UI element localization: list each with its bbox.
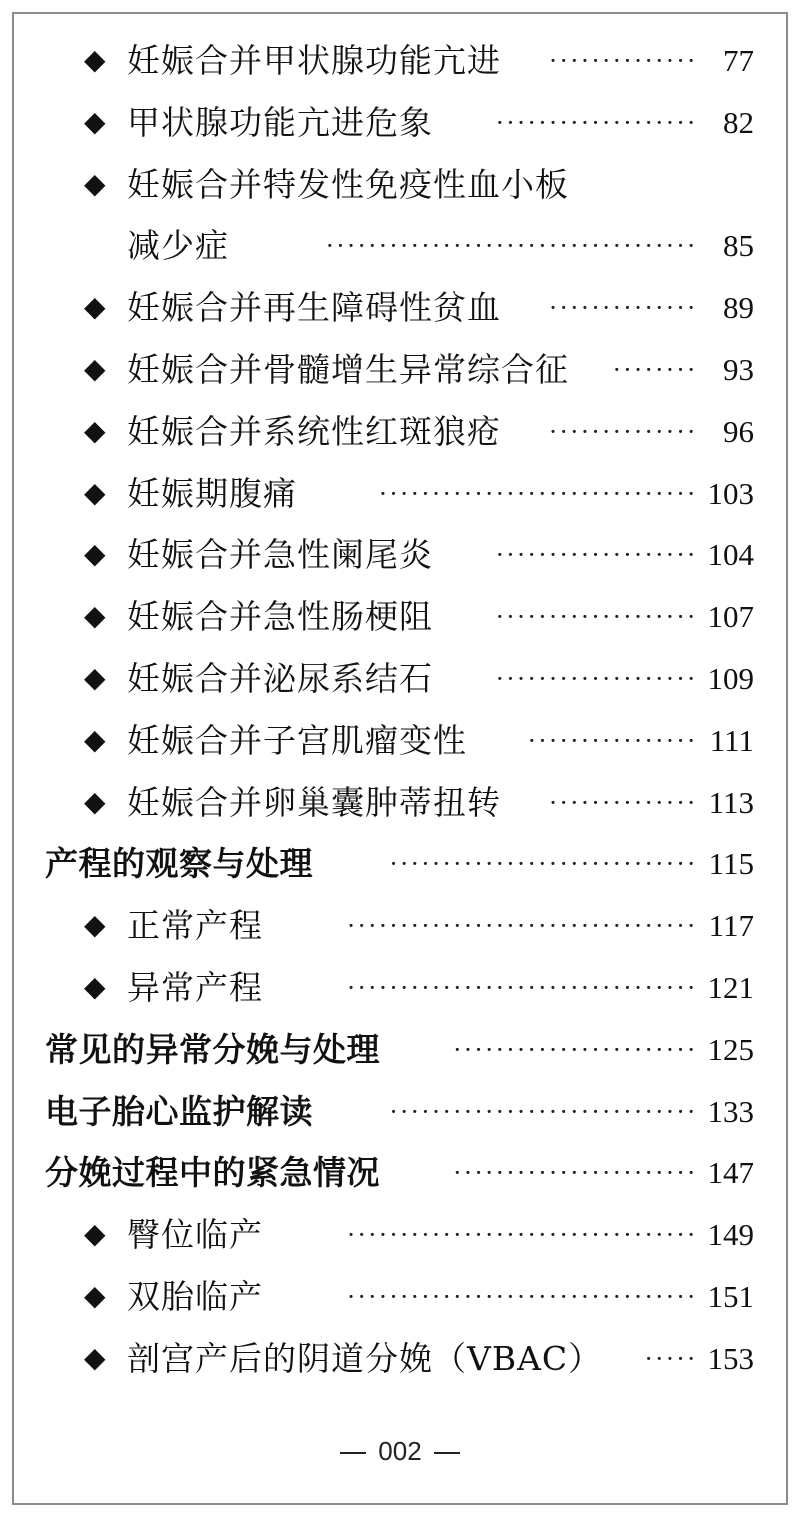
toc-section-title: 甲状腺功能亢进危象: [127, 102, 433, 142]
toc-section-title: 剖宫产后的阴道分娩（VBAC）: [127, 1338, 603, 1378]
toc-section-title: 妊娠合并骨髓增生异常综合征: [127, 349, 569, 389]
toc-page-number: 149: [707, 1217, 754, 1253]
toc-page-number: 93: [723, 351, 754, 387]
toc-row[interactable]: [0, 1266, 800, 1328]
toc-row[interactable]: [0, 30, 800, 92]
toc-dot-leader: ·····: [644, 1344, 698, 1373]
toc-section-title: 妊娠期腹痛: [127, 473, 297, 513]
toc-row[interactable]: [0, 215, 800, 277]
toc-section-title: 妊娠合并甲状腺功能亢进: [127, 41, 501, 80]
diamond-bullet-icon: ◆: [84, 660, 106, 694]
toc-row[interactable]: [0, 1081, 800, 1143]
diamond-bullet-icon: ◆: [84, 537, 106, 571]
toc-section-title: 妊娠合并系统性红斑狼疮: [127, 411, 501, 451]
toc-dot-leader: ······························: [379, 479, 698, 508]
toc-dot-leader: ···················: [496, 603, 698, 632]
toc-page-number: 115: [708, 846, 754, 882]
toc-section-title: 异常产程: [127, 967, 263, 1007]
table-of-contents: [0, 30, 800, 1390]
toc-page-number: 151: [707, 1278, 754, 1314]
toc-section-title: 妊娠合并再生障碍性贫血: [127, 288, 501, 328]
toc-chapter-title: 产程的观察与处理: [45, 844, 313, 884]
diamond-bullet-icon: ◆: [84, 722, 106, 756]
toc-page-number: 107: [707, 599, 754, 635]
toc-row[interactable]: [0, 710, 800, 772]
toc-chapter-title: 电子胎心监护解读: [45, 1091, 313, 1131]
toc-dot-leader: ··············: [549, 294, 698, 323]
toc-section-title: 妊娠合并泌尿系结石: [127, 658, 433, 698]
toc-row[interactable]: [0, 648, 800, 710]
toc-section-title: 减少症: [127, 226, 229, 266]
toc-row[interactable]: [0, 1019, 800, 1081]
toc-row[interactable]: [0, 772, 800, 834]
page-footer: [0, 1436, 800, 1466]
toc-page-number: 113: [708, 784, 754, 820]
diamond-bullet-icon: ◆: [84, 1340, 106, 1374]
toc-row[interactable]: [0, 92, 800, 154]
toc-section-title: 妊娠合并特发性免疫性血小板: [127, 164, 569, 204]
toc-chapter-title: 常见的异常分娩与处理: [45, 1029, 380, 1069]
toc-page-number: 111: [709, 722, 754, 758]
diamond-bullet-icon: ◆: [84, 969, 106, 1003]
toc-row[interactable]: [0, 524, 800, 586]
toc-row[interactable]: [0, 957, 800, 1019]
diamond-bullet-icon: ◆: [84, 908, 106, 942]
diamond-bullet-icon: ◆: [84, 351, 106, 385]
toc-dot-leader: ·····························: [389, 1097, 698, 1126]
diamond-bullet-icon: ◆: [84, 290, 106, 324]
diamond-bullet-icon: ◆: [84, 1278, 106, 1312]
toc-page-number: 82: [723, 104, 754, 140]
toc-row[interactable]: [0, 895, 800, 957]
toc-page-number: 117: [708, 908, 754, 944]
toc-dot-leader: ·································: [347, 1282, 698, 1311]
toc-dot-leader: ···················: [496, 541, 698, 570]
toc-page-number: 89: [723, 290, 754, 326]
diamond-bullet-icon: ◆: [84, 413, 106, 447]
toc-page-number: 147: [707, 1155, 754, 1191]
footer-dash-right: [434, 1452, 460, 1454]
toc-page-number: 133: [707, 1093, 754, 1129]
toc-dot-leader: ···································: [325, 232, 698, 261]
toc-page-number: 109: [707, 660, 754, 696]
toc-dot-leader: ········: [612, 355, 698, 384]
toc-page-number: 125: [707, 1031, 754, 1067]
toc-page-number: 77: [723, 43, 754, 78]
toc-dot-leader: ·································: [347, 912, 698, 941]
toc-section-title: 双胎临产: [127, 1276, 263, 1316]
diamond-bullet-icon: ◆: [84, 166, 106, 200]
diamond-bullet-icon: ◆: [84, 599, 106, 633]
toc-row[interactable]: [0, 277, 800, 339]
toc-dot-leader: ··············: [549, 417, 698, 446]
toc-dot-leader: ·····························: [389, 850, 698, 879]
toc-dot-leader: ···················: [496, 108, 698, 137]
toc-row[interactable]: [0, 401, 800, 463]
toc-chapter-title: 分娩过程中的紧急情况: [45, 1153, 380, 1193]
toc-row[interactable]: [0, 1204, 800, 1266]
toc-page-number: 96: [723, 413, 754, 449]
toc-page-number: 104: [707, 537, 754, 573]
toc-section-title: 妊娠合并急性阑尾炎: [127, 535, 433, 575]
diamond-bullet-icon: ◆: [84, 1217, 106, 1251]
toc-dot-leader: ··············: [549, 788, 698, 817]
toc-dot-leader: ·······················: [453, 1035, 698, 1064]
footer-page-number: 002: [378, 1436, 422, 1466]
toc-row[interactable]: [0, 586, 800, 648]
toc-page-number: 153: [707, 1340, 754, 1376]
diamond-bullet-icon: ◆: [84, 784, 106, 818]
footer-dash-left: [340, 1452, 366, 1454]
toc-section-title: 妊娠合并子宫肌瘤变性: [127, 720, 467, 760]
toc-section-title: 正常产程: [127, 906, 263, 946]
toc-section-title: 臀位临产: [127, 1215, 263, 1255]
toc-row[interactable]: [0, 339, 800, 401]
toc-row[interactable]: [0, 154, 800, 216]
toc-section-title: 妊娠合并卵巢囊肿蒂扭转: [127, 782, 501, 822]
toc-dot-leader: ·································: [347, 1221, 698, 1250]
toc-page-number: 85: [723, 228, 754, 264]
toc-dot-leader: ·······················: [453, 1159, 698, 1188]
diamond-bullet-icon: ◆: [84, 475, 106, 509]
toc-page-number: 121: [707, 969, 754, 1005]
toc-section-title: 妊娠合并急性肠梗阻: [127, 597, 433, 637]
toc-row[interactable]: [0, 1142, 800, 1204]
toc-dot-leader: ···················: [496, 664, 698, 693]
toc-row[interactable]: [0, 833, 800, 895]
toc-dot-leader: ················: [527, 726, 698, 755]
toc-row[interactable]: [0, 463, 800, 525]
toc-dot-leader: ··············: [549, 47, 698, 75]
toc-dot-leader: ·································: [347, 973, 698, 1002]
diamond-bullet-icon: ◆: [84, 43, 106, 76]
toc-row[interactable]: [0, 1328, 800, 1390]
diamond-bullet-icon: ◆: [84, 104, 106, 138]
toc-page-number: 103: [707, 475, 754, 511]
